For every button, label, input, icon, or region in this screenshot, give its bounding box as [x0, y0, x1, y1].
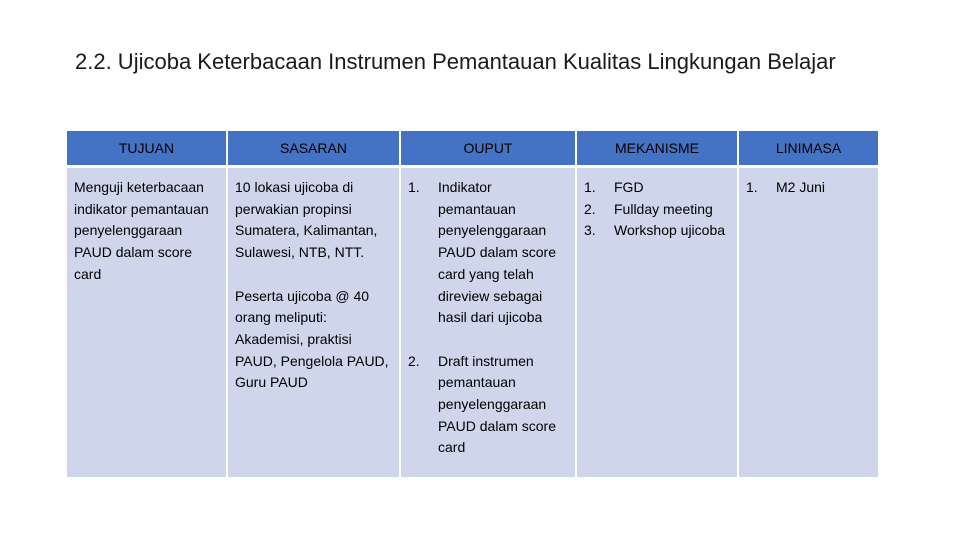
list-text: Indikator pemantauan penyelenggaraan PAUD dalam score card yang telah direview sebagai hasil dari ujicoba: [438, 179, 557, 326]
list-item: [746, 177, 872, 199]
list-text: Fullday meeting: [614, 200, 713, 217]
mekanisme-list: [584, 177, 731, 242]
list-text: FGD: [614, 179, 644, 195]
list-number: 2.: [584, 200, 596, 217]
tujuan-text: Menguji keterbacaan indikator pemantauan penyelenggaraan PAUD dalam score card: [74, 179, 209, 282]
list-number: 1.: [584, 179, 596, 195]
list-number: 3.: [584, 222, 596, 239]
list-item: [408, 351, 569, 460]
sasaran-participants: Peserta ujicoba @ 40 orang meliputi: Akademisi, praktisi PAUD, Pengelola PAUD, Guru PAUD: [235, 287, 389, 391]
linimasa-list: [746, 177, 872, 199]
list-number: 1.: [746, 179, 758, 195]
plan-table: [67, 131, 878, 477]
table-row: [67, 168, 878, 477]
cell-sasaran: [228, 168, 401, 477]
header-mekanisme: MEKANISME: [577, 131, 739, 168]
cell-linimasa: [739, 168, 878, 477]
table-header-row: [67, 131, 878, 168]
list-item: [584, 199, 731, 221]
list-text: Workshop ujicoba: [614, 222, 726, 239]
list-item: [408, 177, 569, 329]
list-number: 1.: [408, 179, 420, 195]
header-tujuan: TUJUAN: [67, 131, 228, 168]
cell-tujuan: [67, 168, 228, 477]
list-number: 2.: [408, 352, 420, 369]
sasaran-locations: 10 lokasi ujicoba di perwakian propinsi Sumatera, Kalimantan, Sulawesi, NTB, NTT.: [235, 179, 378, 261]
list-item: [584, 177, 731, 199]
cell-mekanisme: [577, 168, 739, 477]
ouput-list: [408, 177, 569, 459]
list-item: [584, 220, 731, 242]
cell-ouput: [401, 168, 577, 477]
header-linimasa: LINIMASA: [739, 131, 878, 168]
list-text: M2 Juni: [776, 179, 826, 195]
header-ouput: OUPUT: [401, 131, 577, 168]
list-text: Draft instrumen pemantauan penyelenggaraan PAUD dalam score card: [438, 352, 557, 456]
header-sasaran: SASARAN: [228, 131, 401, 168]
slide-title: 2.2. Ujicoba Keterbacaan Instrumen Pemantauan Kualitas Lingkungan Belajar: [75, 49, 836, 74]
